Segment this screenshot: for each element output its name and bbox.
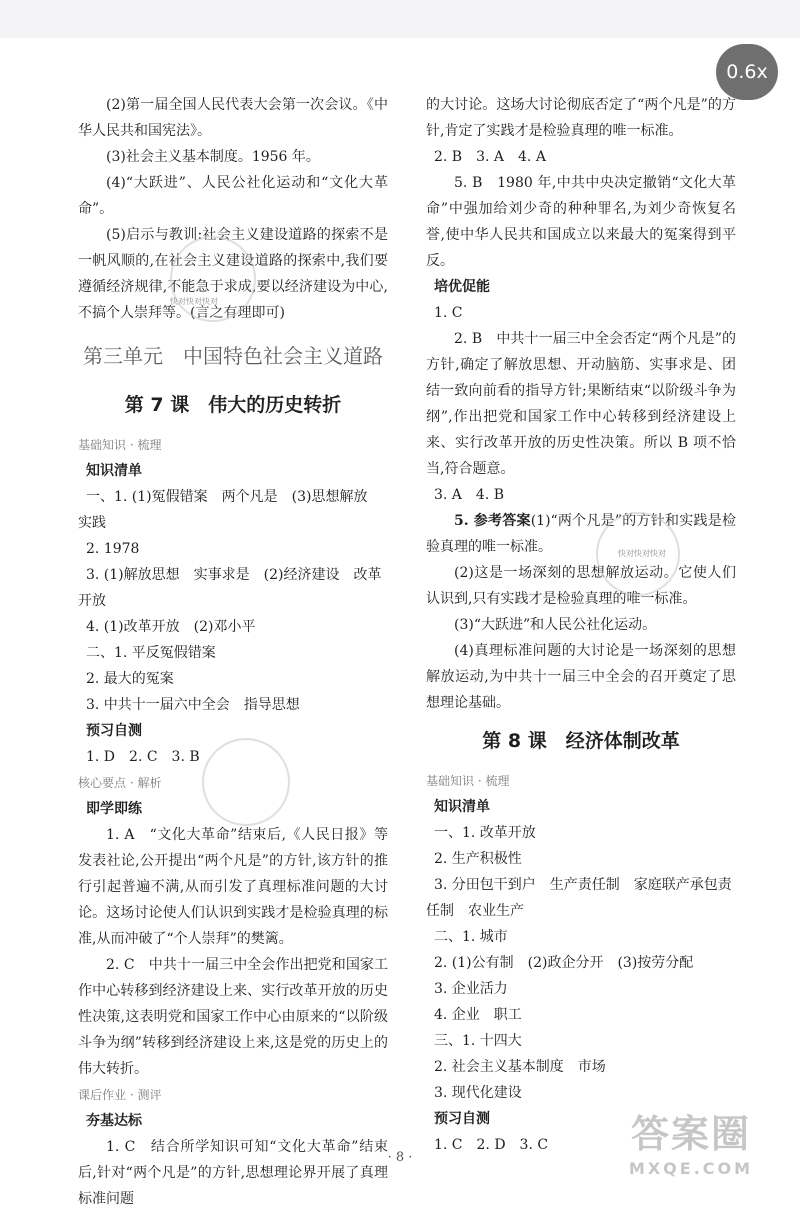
answer-paragraph: (3)“大跃进”和人民公社化运动。	[454, 617, 657, 633]
answer-line: 2. (1)公有制 (2)政企分开 (3)按劳分配	[434, 955, 694, 971]
stamp-circle	[170, 236, 256, 322]
subsection-heading: 知识清单	[86, 463, 142, 479]
subsection-heading: 即学即练	[86, 801, 142, 817]
subsection-heading: 预习自测	[434, 1111, 490, 1127]
right-column	[426, 92, 736, 1158]
answer-paragraph: (4)真理标准问题的大讨论是一场深刻的思想解放运动,为中共十一届三中全会的召开奠定了思想理论基础。	[426, 643, 736, 711]
viewer-top-bar	[0, 0, 800, 38]
zoom-level-badge[interactable]: 0.6x	[716, 44, 778, 100]
answer-line: 1. C 2. D 3. C	[434, 1137, 549, 1153]
stamp-text: 快对快对快对	[618, 549, 666, 558]
answer-paragraph: 2. C 中共十一届三中全会作出把党和国家工作中心转移到经济建设上来、实行改革开放的历史性决策,这表明党和国家工作中心由原来的“以阶级斗争为纲”转移到经济建设上来,这是党的历史上的伟大转折。	[78, 957, 388, 1077]
answer-line: 3. 中共十一届六中全会 指导思想	[86, 697, 300, 713]
answer-paragraph: (4)“大跃进”、人民公社化运动和“文化大革命”。	[78, 175, 388, 217]
watermark	[596, 1110, 786, 1194]
lesson-title: 第 7 课 伟大的历史转折	[124, 394, 342, 416]
answer-line: 4. 企业 职工	[434, 1007, 522, 1023]
answer-line: 2. B 3. A 4. A	[434, 149, 546, 165]
answer-line: 3. 分田包干到户 生产责任制 家庭联产承包责	[434, 877, 732, 893]
answer-paragraph: (2)第一届全国人民代表大会第一次会议。《中华人民共和国宪法》。	[78, 97, 388, 139]
answer-paragraph: (3)社会主义基本制度。1956 年。	[106, 149, 320, 165]
watermark-url: MXQE.COM	[628, 1159, 754, 1178]
answer-line: 开放	[78, 593, 106, 609]
answer-line: 3. A 4. B	[434, 487, 505, 503]
answer-paragraph: 的大讨论。这场大讨论彻底否定了“两个凡是”的方针,肯定了实践才是检验真理的唯一标准。	[426, 97, 736, 139]
subsection-heading: 知识清单	[434, 799, 490, 815]
section-label: 基础知识 · 梳理	[426, 774, 510, 788]
answer-line: 2. 最大的冤案	[86, 671, 174, 687]
unit-title: 第三单元 中国特色社会主义道路	[83, 344, 383, 368]
answer-paragraph: 5. B 1980 年,中共中央决定撤销“文化大革命”中强加给刘少奇的种种罪名,为刘少奇恢复名誉,使中华人民共和国成立以来最大的冤案得到平反。	[426, 175, 736, 269]
section-label: 基础知识 · 梳理	[78, 438, 162, 452]
answer-line: 任制 农业生产	[426, 903, 524, 919]
answer-paragraph	[426, 508, 736, 560]
answer-line: 三、1. 十四大	[434, 1033, 522, 1049]
answer-paragraph: 2. B 中共十一届三中全会否定“两个凡是”的方针,确定了解放思想、开动脑筋、实事求是、团结一致向前看的指导方针;果断结束“以阶级斗争为纲”,作出把党和国家工作中心转移到经济建设上来、实行改革开放的历史性决策。所以 B 项不恰当,符合题意。	[426, 331, 736, 477]
answer-line: 2. 生产积极性	[434, 851, 522, 867]
stamp-text: 快对快对快对	[170, 297, 218, 306]
answer-line: 2. 1978	[86, 541, 140, 557]
answer-line: 实践	[78, 515, 106, 531]
section-label: 核心要点 · 解析	[78, 776, 162, 790]
answer-line: 3. 现代化建设	[434, 1085, 522, 1101]
answer-line: 二、1. 城市	[434, 929, 508, 945]
answer-line: 二、1. 平反冤假错案	[86, 645, 216, 661]
answer-line: 1. C	[434, 305, 463, 321]
answer-paragraph: (5)启示与教训:社会主义建设道路的探索不是一帆风顺的,在社会主义建设道路的探索中,我们要遵循经济规律,不能急于求成,要以经济建设为中心,不搞个人崇拜等。(言之有理即可)	[78, 227, 388, 321]
answer-line: 3. 企业活力	[434, 981, 508, 997]
subsection-heading: 预习自测	[86, 723, 142, 739]
page-number: · 8 ·	[387, 1150, 413, 1165]
answer-paragraph: 1. C 结合所学知识可知“文化大革命”结束后,针对“两个凡是”的方针,思想理论界开展了真理标准问题	[78, 1139, 388, 1207]
answer-line: 3. (1)解放思想 实事求是 (2)经济建设 改革	[86, 567, 382, 583]
watermark-logo-text: 答案圈	[630, 1112, 751, 1156]
subsection-heading: 培优促能	[434, 279, 490, 295]
answer-line: 2. 社会主义基本制度 市场	[434, 1059, 606, 1075]
answer-line: 4. (1)改革开放 (2)邓小平	[86, 619, 256, 635]
section-label: 课后作业 · 测评	[78, 1088, 162, 1102]
lesson-title: 第 8 课 经济体制改革	[482, 730, 680, 752]
answer-line: 一、1. (1)冤假错案 两个凡是 (3)思想解放	[86, 489, 368, 505]
answer-line: 一、1. 改革开放	[434, 825, 536, 841]
reference-answer-label: 5. 参考答案	[454, 513, 531, 529]
answer-line: 1. D 2. C 3. B	[86, 749, 200, 765]
answer-paragraph: (2)这是一场深刻的思想解放运动。它使人们认识到,只有实践才是检验真理的唯一标准。	[426, 565, 736, 607]
stamp-circle	[202, 738, 290, 826]
answer-text: (1)“两个凡是”的方针和实践是检验真理的唯一标准。	[426, 513, 736, 555]
subsection-heading: 夯基达标	[86, 1113, 142, 1129]
answer-paragraph: 1. A “文化大革命”结束后,《人民日报》等发表社论,公开提出“两个凡是”的方针,该方针的推行引起普遍不满,从而引发了真理标准问题的大讨论。这场讨论使人们认识到实践才是检验真理的标准,从而冲破了“个人崇拜”的樊篱。	[78, 827, 388, 947]
